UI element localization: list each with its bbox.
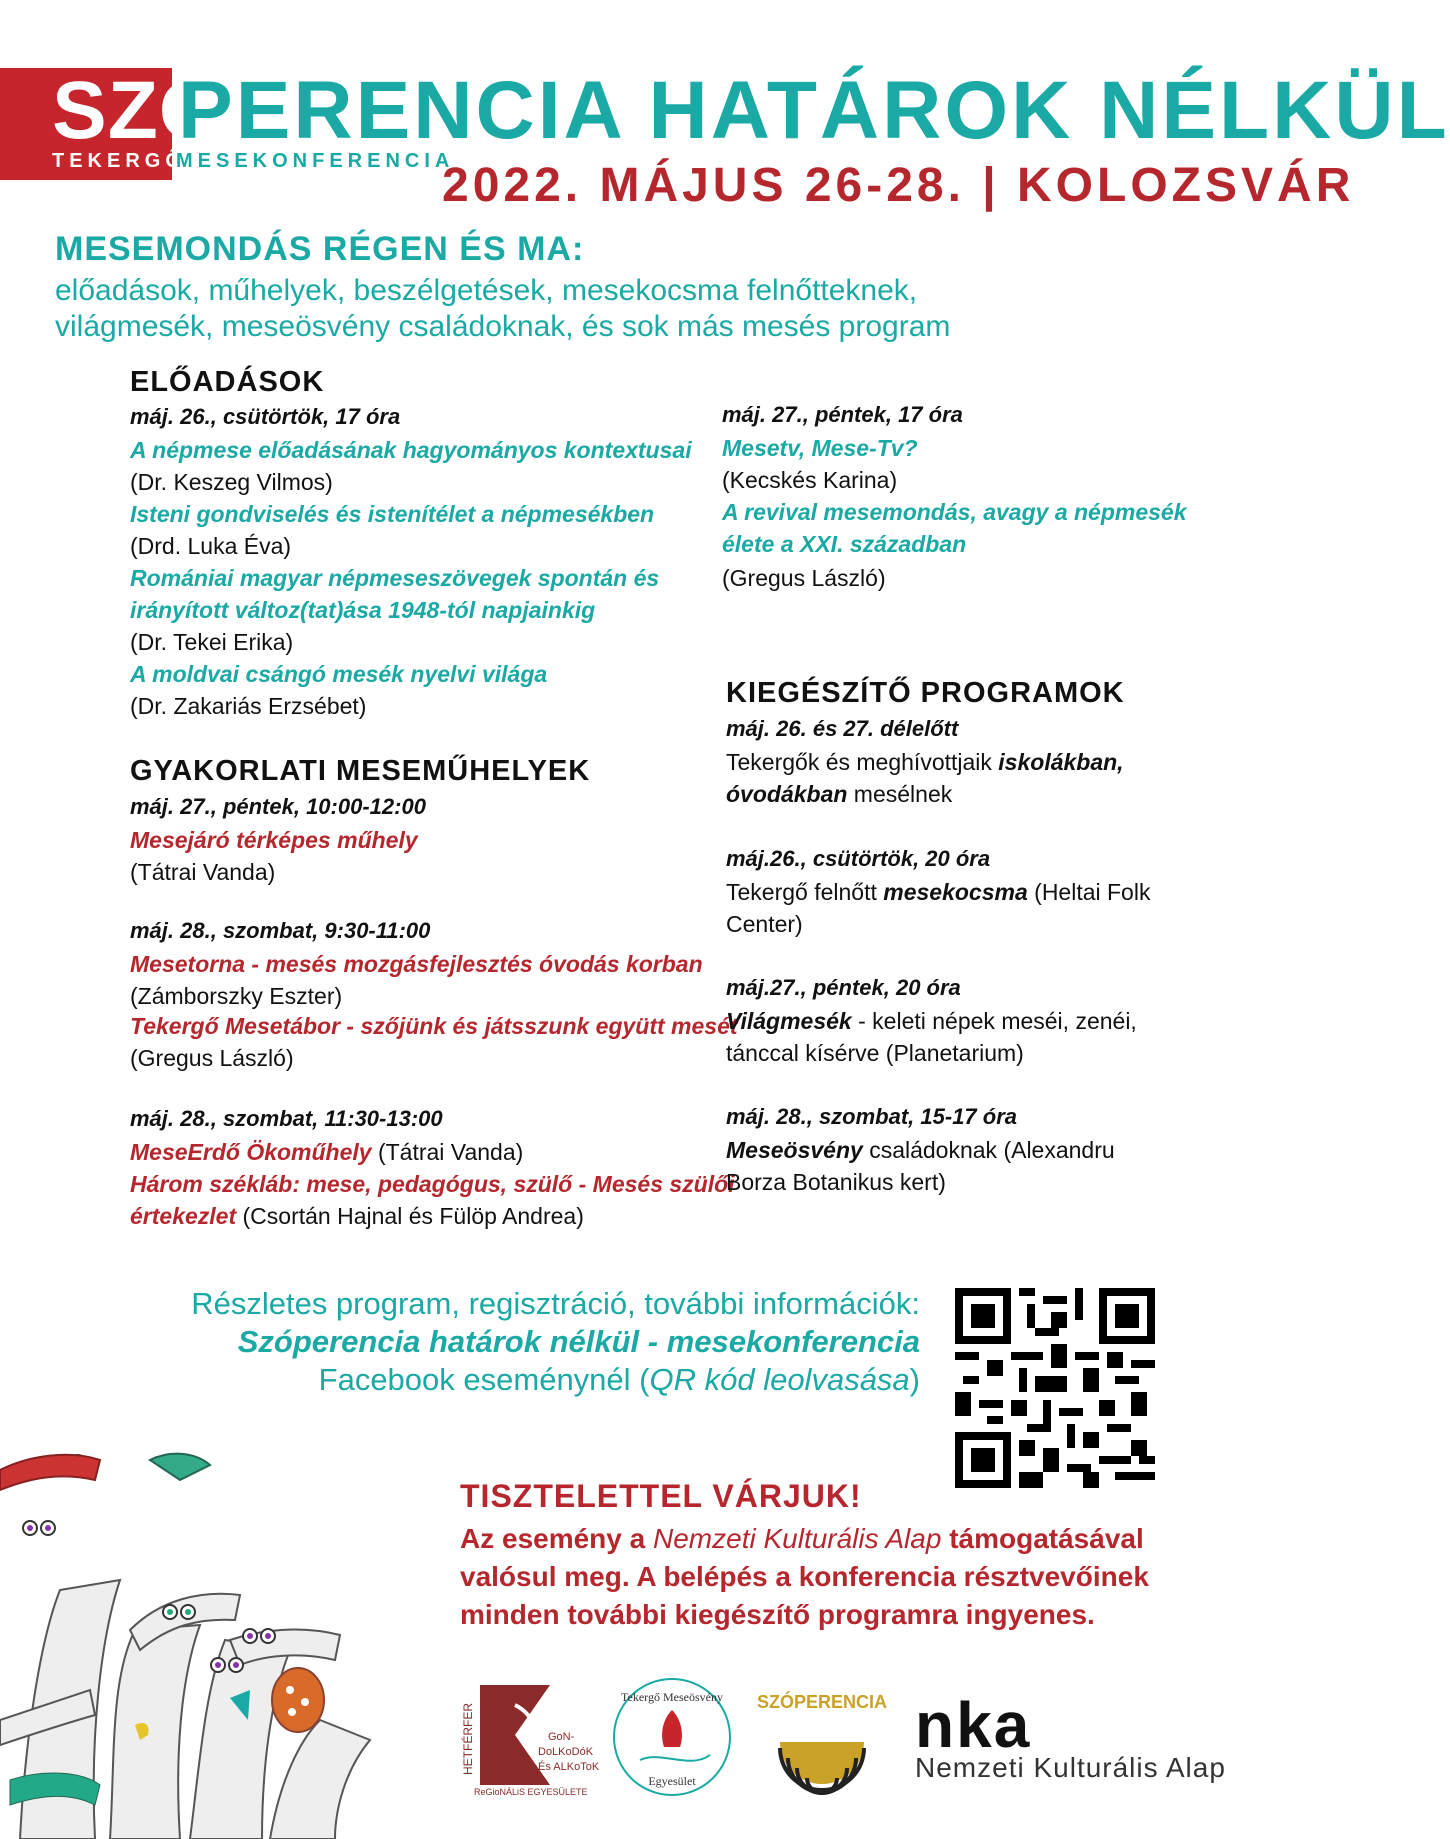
muhely-title-1: Mesejáró térképes műhely <box>130 827 418 853</box>
muhely-title-5b: értekezlet <box>130 1203 237 1229</box>
support-line-2: valósul meg. A belépés a konferencia résztvevőinek <box>460 1561 1149 1592</box>
eloadas-person-1: (Dr. Keszeg Vilmos) <box>130 469 333 495</box>
eloadas-title-2: Isteni gondviselés és istenítélet a népmesékben <box>130 501 655 527</box>
kieg-desc-3b: tánccal kísérve (Planetarium) <box>726 1040 1024 1066</box>
svg-text:Egyesület: Egyesület <box>648 1774 696 1788</box>
eloadas-title-5: Mesetv, Mese-Tv? <box>722 435 918 461</box>
eloadas-person-4: (Dr. Zakariás Erzsébet) <box>130 693 367 719</box>
kieg-desc-4a: Meseösvény családoknak (Alexandru <box>726 1137 1115 1163</box>
welcome-heading: TISZTELETTEL VÁRJUK! <box>460 1478 862 1514</box>
muhely-item-4 <box>130 1136 523 1168</box>
cta-event-link[interactable]: Szóperencia határok nélkül - mesekonferencia <box>237 1324 920 1359</box>
muhely-person-3: (Gregus László) <box>130 1045 294 1071</box>
kieg-date-3: máj.27., péntek, 20 óra <box>726 975 961 1000</box>
muhely-person-5: (Csortán Hajnal és Fülöp Andrea) <box>236 1203 584 1229</box>
eloadas-title-3b: irányított változ(tat)ása 1948-tól napjainkig <box>130 597 596 623</box>
szoperencia-logo <box>755 1670 890 1805</box>
eloadasok-date-2: máj. 27., péntek, 17 óra <box>722 402 963 427</box>
muhely-person-1: (Tátrai Vanda) <box>130 859 276 885</box>
kieg-date-4: máj. 28., szombat, 15-17 óra <box>726 1104 1018 1129</box>
svg-text:ReGioNÁLiS EGYESÜLETE: ReGioNÁLiS EGYESÜLETE <box>474 1787 588 1797</box>
eloadas-title-3a: Romániai magyar népmeseszövegek spontán és <box>130 565 660 591</box>
tekergo-meseosveny-logo <box>610 1675 735 1800</box>
muhely-title-3: Tekergő Mesetábor - szőjünk és játsszunk együtt mesét <box>130 1013 738 1039</box>
kieg-desc-2a: Tekergő felnőtt mesekocsma (Heltai Folk <box>726 879 1151 905</box>
muhely-title-5a: Három székláb: mese, pedagógus, szülő - Mesés szülői <box>130 1171 735 1197</box>
kieg-desc-1a: Tekergők és meghívottjaik iskolákban, <box>726 749 1124 775</box>
intro-line-2: világmesék, meseösvény családoknak, és sok más mesés program <box>55 310 951 343</box>
muhely-person-4: (Tátrai Vanda) <box>371 1139 524 1165</box>
cta-line-3: Facebook eseménynél (QR kód leolvasása) <box>318 1362 920 1397</box>
cta-line-1: Részletes program, regisztráció, további információk: <box>191 1286 920 1321</box>
kieg-desc-2b: Center) <box>726 911 803 937</box>
support-statement <box>460 1520 1180 1634</box>
section-kiegeszito-heading: KIEGÉSZÍTŐ PROGRAMOK <box>726 677 1125 709</box>
muhely-item-5 <box>130 1200 584 1232</box>
eloadas-person-3: (Dr. Tekei Erika) <box>130 629 294 655</box>
muhely-title-2: Mesetorna - mesés mozgásfejlesztés óvodás korban <box>130 951 703 977</box>
svg-text:DoLKoDóK: DoLKoDóK <box>538 1746 594 1758</box>
intro-line-1: előadások, műhelyek, beszélgetések, mesekocsma felnőtteknek, <box>55 274 918 307</box>
eloadas-title-6b: élete a XXI. században <box>722 531 967 557</box>
eloadas-person-2: (Drd. Luka Éva) <box>130 533 292 559</box>
eloadas-title-6a: A revival mesemondás, avagy a népmesék <box>722 499 1187 525</box>
muhely-title-4: MeseErdő Ökoműhely <box>130 1139 372 1165</box>
kieg-desc-1b: óvodákban mesélnek <box>726 781 953 807</box>
creatures-illustration <box>0 1440 400 1839</box>
kieg-date-1: máj. 26. és 27. délelőtt <box>726 716 959 741</box>
muhely-date-2: máj. 28., szombat, 9:30-11:00 <box>130 918 431 943</box>
muhely-date-1: máj. 27., péntek, 10:00-12:00 <box>130 794 426 819</box>
title-subtitle: MESEKONFERENCIA <box>176 150 455 172</box>
info-callout <box>140 1285 920 1399</box>
support-line-3: minden további kiegészítő programra ingyenes. <box>460 1599 1095 1630</box>
kieg-desc-4b: Borza Botanikus kert) <box>726 1169 946 1195</box>
muhely-date-3: máj. 28., szombat, 11:30-13:00 <box>130 1106 443 1131</box>
svg-text:HETFÉRFER: HETFÉRFER <box>461 1703 475 1775</box>
svg-text:GoN-: GoN- <box>548 1731 575 1743</box>
logo-szo: SZÓ <box>52 65 224 156</box>
kieg-desc-3a: Világmesék - keleti népek meséi, zenéi, <box>726 1008 1137 1034</box>
intro-heading: MESEMONDÁS RÉGEN ÉS MA: <box>55 230 585 268</box>
eloadas-title-1: A népmese előadásának hagyományos kontextusai <box>130 437 692 463</box>
nka-label: Nemzeti Kulturális Alap <box>915 1752 1226 1783</box>
svg-text:És ALKoToK: És ALKoToK <box>538 1761 600 1773</box>
nka-logo-mark: nka <box>915 1689 1032 1761</box>
gondolkodok-logo <box>460 1675 600 1800</box>
logo-tekergo: TEKERGŐ <box>52 150 186 172</box>
kieg-date-2: máj.26., csütörtök, 20 óra <box>726 846 991 871</box>
eloadas-person-5: (Kecskés Karina) <box>722 467 898 493</box>
svg-text:Tekergő Meseösvény: Tekergő Meseösvény <box>621 1690 723 1704</box>
qr-code[interactable] <box>955 1288 1155 1488</box>
page-title: PERENCIA HATÁROK NÉLKÜL <box>178 65 1450 156</box>
muhely-person-2: (Zámborszky Eszter) <box>130 983 343 1009</box>
support-line-1: Az esemény a Nemzeti Kulturális Alap támogatásával <box>460 1523 1144 1554</box>
eloadasok-date-1: máj. 26., csütörtök, 17 óra <box>130 404 401 429</box>
event-date-location: 2022. MÁJUS 26-28. | KOLOZSVÁR <box>442 159 1355 212</box>
eloadas-person-6: (Gregus László) <box>722 565 886 591</box>
section-eloadasok-heading: ELŐADÁSOK <box>130 366 325 398</box>
eloadas-title-4: A moldvai csángó mesék nyelvi világa <box>130 661 548 687</box>
svg-text:SZÓPERENCIA: SZÓPERENCIA <box>756 1692 888 1712</box>
section-muhelyek-heading: GYAKORLATI MESEMŰHELYEK <box>130 755 591 787</box>
